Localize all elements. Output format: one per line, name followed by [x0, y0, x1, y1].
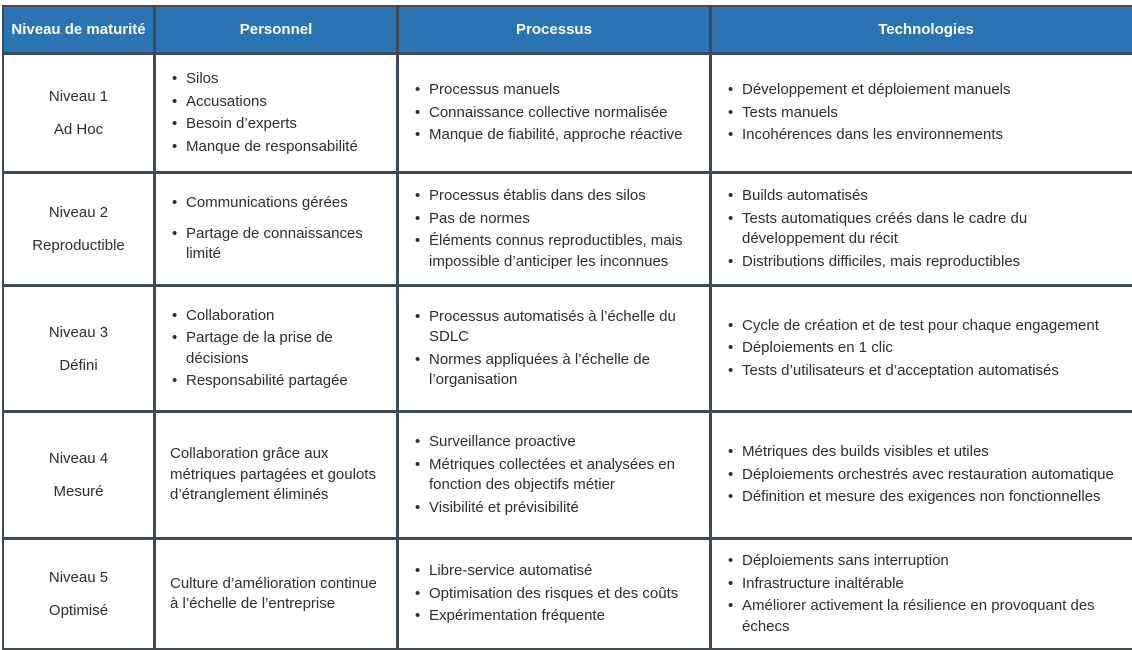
- technologies-cell-4: [712, 413, 1132, 537]
- list-item: • Définition et mesure des exigences non fonctionnelles: [726, 487, 1132, 508]
- bullet-list: [170, 304, 388, 394]
- level-name: Mesuré: [53, 483, 104, 500]
- bullet-list: [726, 440, 1132, 510]
- list-item: • Éléments connus reproductibles, mais impossible d’anticiper les inconnues: [413, 231, 701, 272]
- list-item: • Partage de la prise de décisions: [170, 328, 388, 369]
- level-number: Niveau 2: [48, 204, 109, 221]
- list-item: • Communications gérées: [170, 193, 388, 214]
- list-item: • Manque de responsabilité: [170, 137, 388, 158]
- personnel-cell-1: [156, 55, 396, 171]
- list-item: • Manque de fiabilité, approche réactive: [413, 125, 701, 146]
- list-item: • Pas de normes: [413, 209, 701, 230]
- level-cell-5: [4, 540, 153, 648]
- list-item: • Optimisation des risques et des coûts: [413, 584, 701, 605]
- level-number: Niveau 3: [48, 323, 109, 341]
- level-cell-4: [4, 413, 153, 537]
- level-cell-3: [4, 287, 153, 410]
- personnel-text: Culture d’amélioration continue à l’échelle de l’entreprise: [170, 574, 377, 612]
- processus-cell-3: [399, 287, 709, 410]
- bullet-list: [726, 184, 1132, 274]
- level-name: Défini: [59, 356, 98, 374]
- level-name: Ad Hoc: [53, 121, 104, 138]
- technologies-cell-1: [712, 55, 1132, 171]
- technologies-cell-5: [712, 540, 1132, 648]
- list-item: • Incohérences dans les environnements: [726, 125, 1132, 146]
- list-item: • Besoin d’experts: [170, 114, 388, 135]
- processus-cell-2: [399, 174, 709, 284]
- processus-cell-5: [399, 540, 709, 648]
- personnel-cell-4: [156, 413, 396, 537]
- personnel-cell-5: [156, 540, 396, 648]
- level-name: Reproductible: [32, 237, 125, 254]
- level-name: Optimisé: [48, 602, 109, 619]
- technologies-cell-3: [712, 287, 1132, 410]
- bullet-list: [170, 191, 388, 267]
- list-item: • Améliorer activement la résilience en provoquant des échecs: [726, 596, 1132, 637]
- list-item: • Infrastructure inaltérable: [726, 574, 1132, 595]
- bullet-list: [413, 305, 701, 393]
- list-item: • Processus automatisés à l’échelle du SDLC: [413, 307, 701, 348]
- list-item: • Partage de connaissances limité: [170, 224, 388, 265]
- list-item: • Builds automatisés: [726, 186, 1132, 207]
- processus-cell-4: [399, 413, 709, 537]
- personnel-cell-3: [156, 287, 396, 410]
- level-number: Niveau 5: [48, 569, 109, 586]
- processus-cell-1: [399, 55, 709, 171]
- list-item: • Déploiements orchestrés avec restauration automatique: [726, 465, 1132, 486]
- list-item: • Cycle de création et de test pour chaque engagement: [726, 316, 1132, 337]
- list-item: • Métriques des builds visibles et utiles: [726, 442, 1132, 463]
- level-number: Niveau 1: [48, 88, 109, 105]
- level-cell-2: [4, 174, 153, 284]
- list-item: • Expérimentation fréquente: [413, 606, 701, 627]
- list-item: • Métriques collectées et analysées en fonction des objectifs métier: [413, 455, 701, 496]
- bullet-list: [726, 314, 1132, 384]
- list-item: • Accusations: [170, 92, 388, 113]
- list-item: • Silos: [170, 69, 388, 90]
- list-item: • Normes appliquées à l’échelle de l’organisation: [413, 350, 701, 391]
- list-item: • Tests d’utilisateurs et d’acceptation automatisés: [726, 361, 1132, 382]
- level-cell-1: [4, 55, 153, 171]
- header-personnel: Personnel: [156, 7, 396, 52]
- list-item: • Connaissance collective normalisée: [413, 103, 701, 124]
- list-item: • Libre-service automatisé: [413, 561, 701, 582]
- list-item: • Visibilité et prévisibilité: [413, 498, 701, 519]
- list-item: • Distributions difficiles, mais reproductibles: [726, 252, 1132, 273]
- header-processus: Processus: [399, 7, 709, 52]
- list-item: • Déploiements sans interruption: [726, 551, 1132, 572]
- bullet-list: [726, 549, 1132, 639]
- header-maturity-level: Niveau de maturité: [4, 7, 153, 52]
- bullet-list: [413, 184, 701, 274]
- list-item: • Déploiements en 1 clic: [726, 338, 1132, 359]
- bullet-list: [413, 559, 701, 629]
- list-item: • Développement et déploiement manuels: [726, 80, 1132, 101]
- technologies-cell-2: [712, 174, 1132, 284]
- header-technologies: Technologies: [712, 7, 1132, 52]
- bullet-list: [413, 430, 701, 520]
- personnel-cell-2: [156, 174, 396, 284]
- level-number: Niveau 4: [48, 450, 109, 467]
- list-item: • Processus manuels: [413, 80, 701, 101]
- list-item: • Tests automatiques créés dans le cadre du développement du récit: [726, 209, 1132, 250]
- bullet-list: [170, 67, 388, 159]
- list-item: • Collaboration: [170, 306, 388, 327]
- personnel-text: Collaboration grâce aux métriques partagées et goulots d’étranglement éliminés: [170, 445, 376, 504]
- list-item: • Responsabilité partagée: [170, 371, 388, 392]
- list-item: • Processus établis dans des silos: [413, 186, 701, 207]
- maturity-table: [2, 5, 1132, 650]
- bullet-list: [726, 78, 1132, 148]
- bullet-list: [413, 78, 701, 148]
- list-item: • Surveillance proactive: [413, 432, 701, 453]
- list-item: • Tests manuels: [726, 103, 1132, 124]
